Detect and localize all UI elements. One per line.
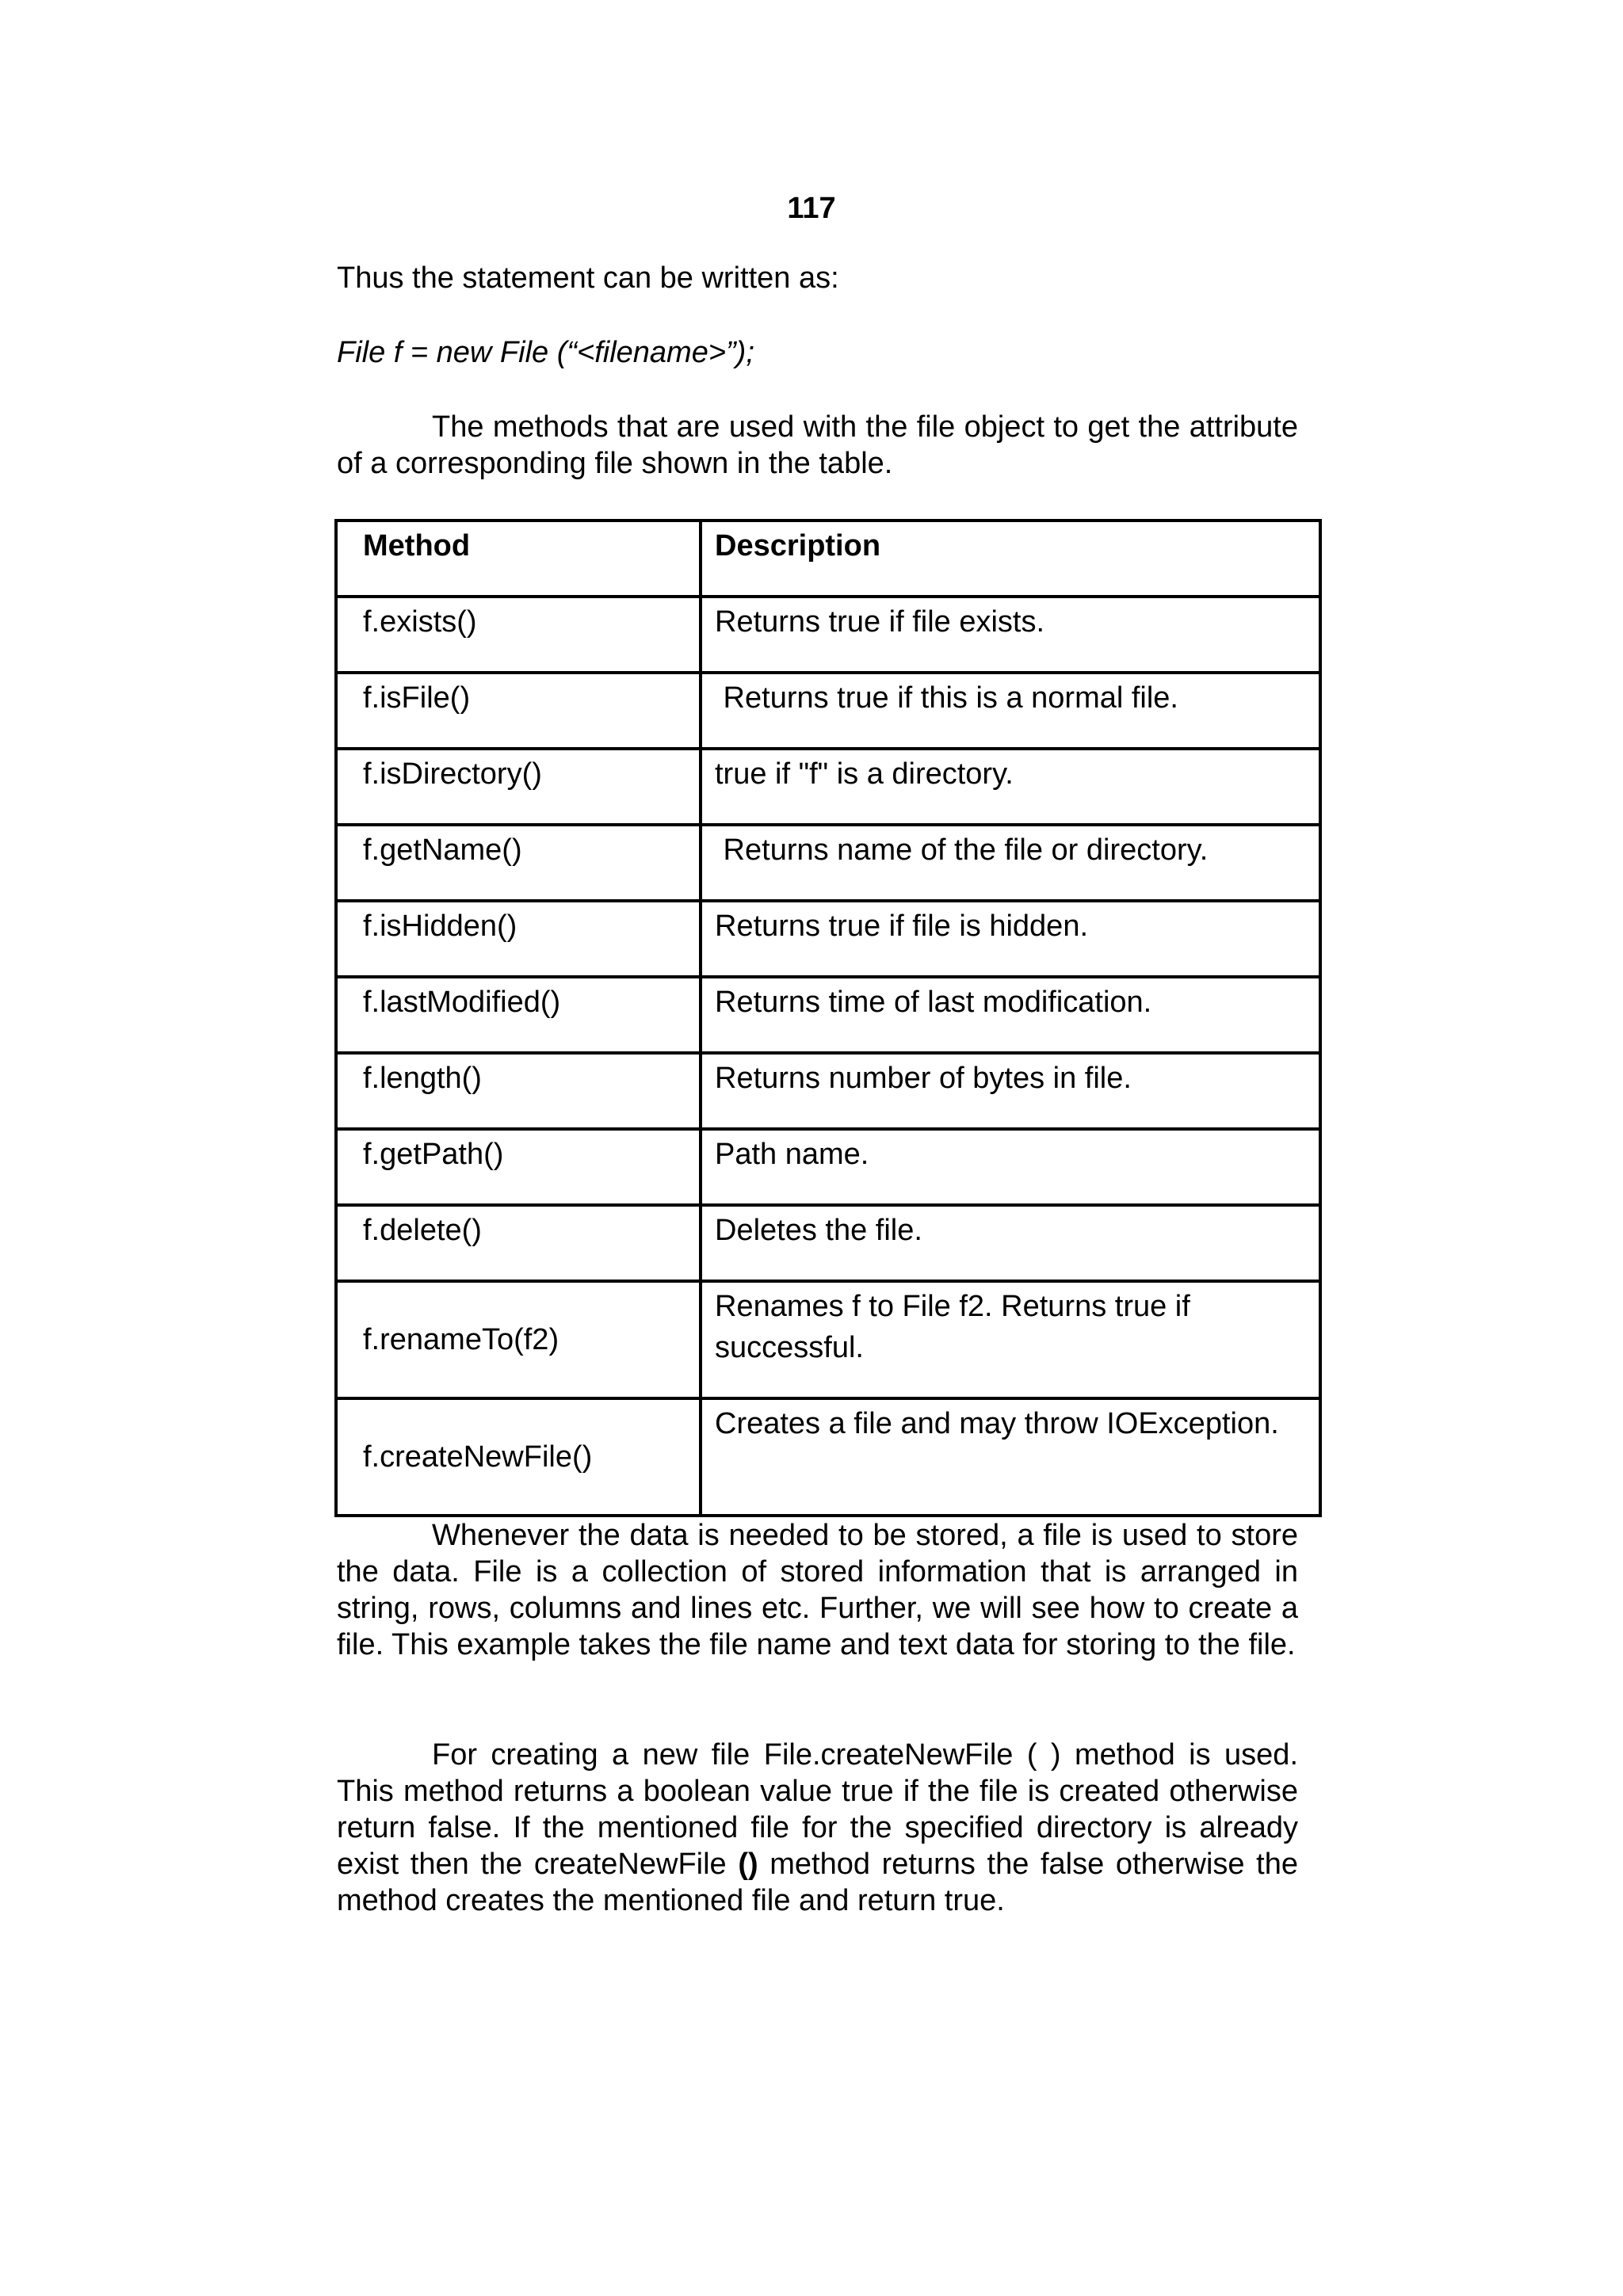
paragraph-methods-intro: The methods that are used with the file object to get the attribute of a corresponding file shown in the table. [337,410,1298,480]
description-cell: Returns true if file is hidden. [701,901,1320,977]
method-cell: f.delete() [336,1205,701,1281]
description-cell: Path name. [701,1129,1320,1205]
table-row [336,1205,1320,1281]
description-cell: Renames f to File f2. Returns true if successful. [701,1281,1320,1398]
method-cell: f.length() [336,1053,701,1129]
paragraph-create-new-file [337,1737,1298,1919]
table-header-row [336,521,1320,597]
intro-text: Thus the statement can be written as: [337,261,839,295]
paragraph-data-storage: Whenever the data is needed to be stored, a file is used to store the data. File is a collection of stored information that is arranged in string, rows, columns and lines etc. Further, we will see how to create a file. This example takes the file name and text data for storing to the file. [337,1519,1298,1661]
method-cell: f.isFile() [336,673,701,749]
para3-text-start: For creating a new file File.createNewFile ( ) method is used. This method returns a boolean value true if the file is created otherwise return false. If the mentioned file for the specified directory is already exist then the createNewFile [337,1738,1298,1881]
table-row [336,1398,1320,1516]
para3-bold-parens: () [738,1848,758,1881]
table-row [336,749,1320,825]
description-cell: Returns true if file exists. [701,597,1320,673]
table-row [336,825,1320,901]
description-cell: Returns time of last modification. [701,977,1320,1053]
description-cell: Returns number of bytes in file. [701,1053,1320,1129]
description-cell: Returns name of the file or directory. [701,825,1320,901]
file-methods-table [334,519,1322,1517]
method-cell: f.lastModified() [336,977,701,1053]
code-statement: File f = new File (“<filename>”); [337,336,754,369]
method-cell: f.getName() [336,825,701,901]
description-cell: Returns true if this is a normal file. [701,673,1320,749]
method-cell: f.getPath() [336,1129,701,1205]
para3-text-end: method returns the false otherwise the method creates the mentioned file and return true. [337,1848,1298,1917]
method-cell: f.renameTo(f2) [336,1281,701,1398]
table-row [336,597,1320,673]
table-row [336,1281,1320,1398]
table-row [336,977,1320,1053]
table-row [336,1129,1320,1205]
method-cell: f.isHidden() [336,901,701,977]
table-row [336,673,1320,749]
description-cell: true if "f" is a directory. [701,749,1320,825]
method-cell: f.exists() [336,597,701,673]
method-cell: f.isDirectory() [336,749,701,825]
description-cell: Creates a file and may throw IOException. [701,1398,1320,1516]
header-method: Method [336,521,701,597]
description-cell: Deletes the file. [701,1205,1320,1281]
page-number: 117 [787,192,836,225]
method-cell: f.createNewFile() [336,1398,701,1516]
header-description: Description [701,521,1320,597]
table-row [336,901,1320,977]
table-row [336,1053,1320,1129]
